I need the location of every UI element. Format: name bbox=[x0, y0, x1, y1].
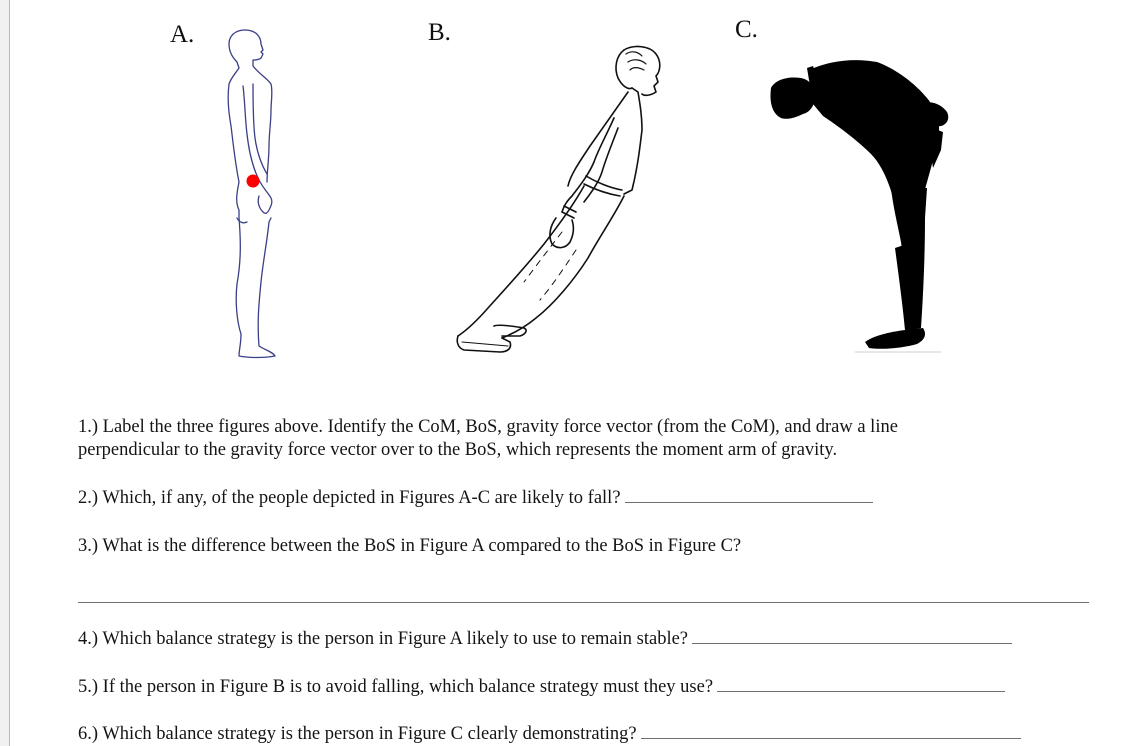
question-2 bbox=[78, 487, 873, 509]
question-2-text: Which, if any, of the people depicted in Figures A-C are likely to fall? bbox=[102, 488, 621, 508]
question-3-number: 3.) bbox=[78, 536, 99, 556]
question-4-text: Which balance strategy is the person in Figure A likely to use to remain stable? bbox=[102, 629, 689, 649]
question-4 bbox=[78, 628, 1012, 650]
question-5-text: If the person in Figure B is to avoid falling, which balance strategy must they use? bbox=[102, 677, 714, 697]
question-5-answer-blank[interactable] bbox=[717, 677, 1005, 692]
question-6-number: 6.) bbox=[78, 724, 99, 744]
question-5 bbox=[78, 676, 1005, 698]
center-of-mass-dot bbox=[247, 175, 260, 188]
question-5-number: 5.) bbox=[78, 677, 99, 697]
question-2-answer-blank[interactable] bbox=[625, 488, 873, 503]
figure-a-label: A. bbox=[170, 21, 195, 48]
question-1-line-2 bbox=[78, 439, 837, 461]
question-4-number: 4.) bbox=[78, 629, 99, 649]
question-3 bbox=[78, 535, 741, 557]
question-1-line-1 bbox=[78, 416, 898, 438]
question-2-number: 2.) bbox=[78, 488, 99, 508]
figure-c-label: C. bbox=[735, 16, 758, 43]
figure-b-leaning-person-image bbox=[428, 36, 668, 356]
question-3-text: What is the difference between the BoS in Figure A compared to the BoS in Figure C? bbox=[102, 536, 742, 556]
question-6-text: Which balance strategy is the person in Figure C clearly demonstrating? bbox=[102, 724, 637, 744]
question-1-number: 1.) bbox=[78, 417, 99, 437]
question-4-answer-blank[interactable] bbox=[692, 629, 1012, 644]
left-page-gutter bbox=[0, 0, 10, 746]
question-1-text: Label the three figures above. Identify the CoM, BoS, gravity force vector (from the CoM), and draw a line bbox=[102, 417, 898, 437]
question-6 bbox=[78, 723, 1021, 745]
question-3-answer-line[interactable] bbox=[78, 602, 1089, 603]
question-6-answer-blank[interactable] bbox=[641, 724, 1021, 739]
figure-c-bowing-person-image bbox=[765, 58, 975, 358]
question-1-text-continued: perpendicular to the gravity force vector over to the BoS, which represents the moment arm of gravity. bbox=[78, 440, 838, 460]
figure-a-standing-person-image bbox=[215, 22, 285, 362]
figure-b-label: B. bbox=[428, 19, 451, 46]
